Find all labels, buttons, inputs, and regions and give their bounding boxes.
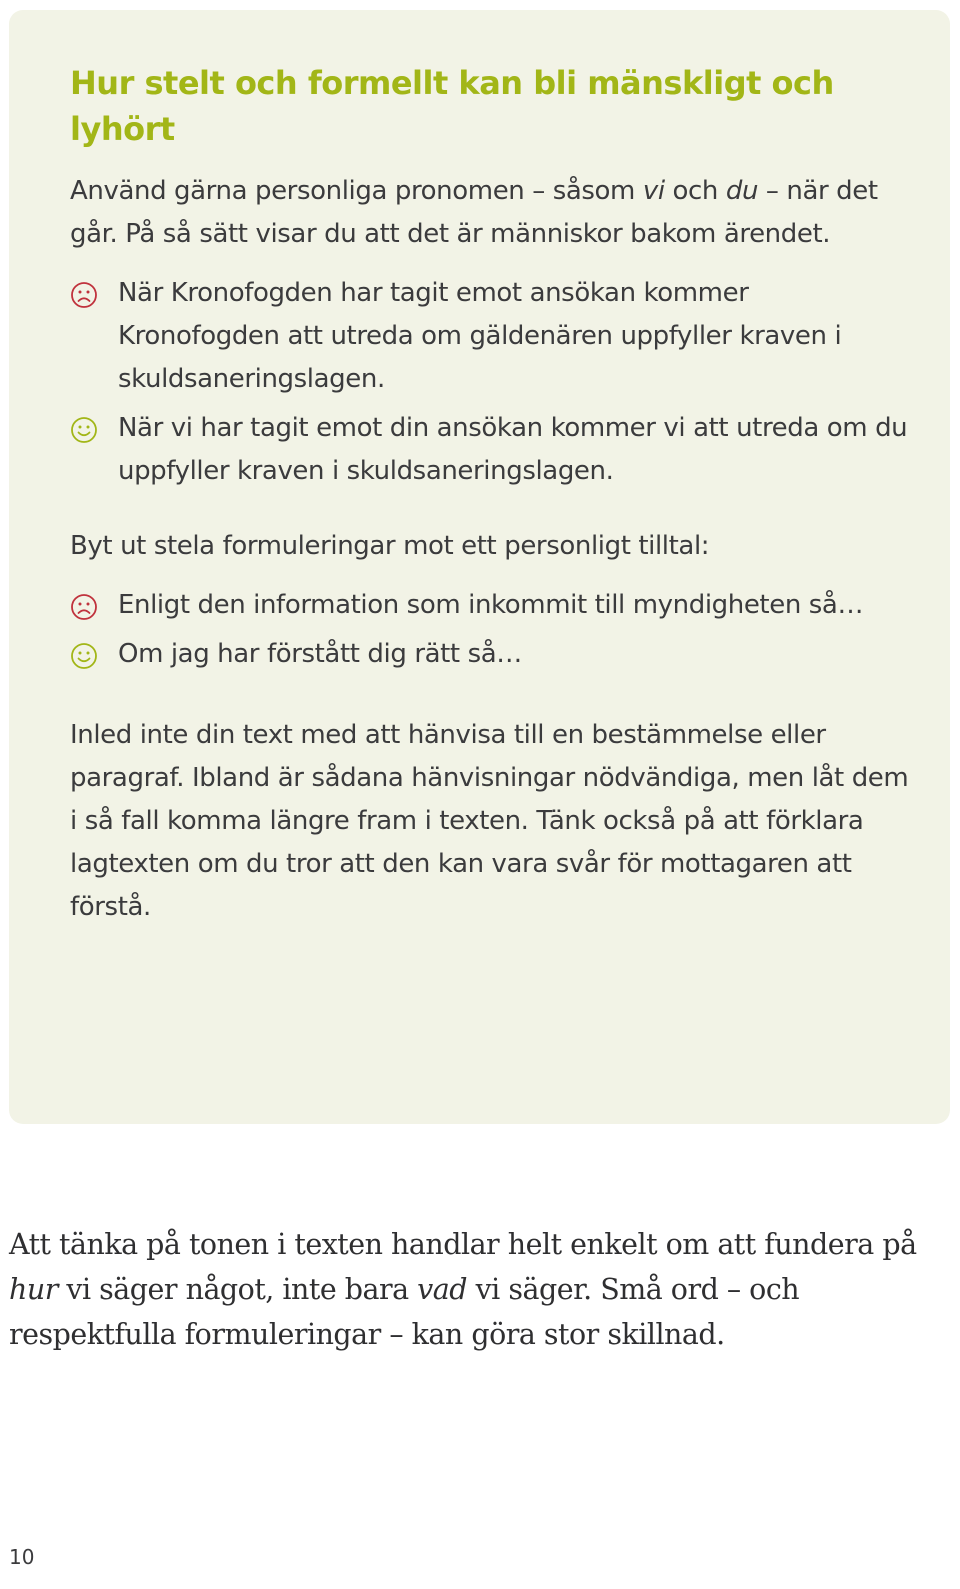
intro-text-1: Använd gärna personliga pronomen – såsom <box>70 176 643 206</box>
example-list-pronomen <box>70 272 910 493</box>
example-list-tilltal <box>70 584 910 676</box>
example-item-good <box>70 633 910 676</box>
example-text-good: Om jag har förstått dig rätt så… <box>118 639 522 669</box>
intro-emphasis-vi: vi <box>642 176 665 206</box>
info-box-content <box>70 60 910 929</box>
box-heading: Hur stelt och formellt kan bli mänskligt och lyhört <box>70 64 834 148</box>
happy-face-icon <box>70 642 98 670</box>
info-box <box>9 10 950 1124</box>
example-item-bad <box>70 584 910 627</box>
closing-text-3: vi säger. Små ord – och respektfulla formuleringar – kan göra stor skillnad. <box>9 1273 800 1351</box>
closing-paragraph <box>9 1222 954 1357</box>
tilltal-intro: Byt ut stela formuleringar mot ett personligt tilltal: <box>70 531 710 561</box>
page-number: 10 <box>9 1545 35 1569</box>
paragraf-paragraph: Inled inte din text med att hänvisa till en bestämmelse eller paragraf. Ibland är sådana hänvisningar nödvändiga, men låt dem i så fall komma längre fram i texten. Tänk också på att förklara lagtexten om du tror att den kan vara svår för mottagaren att förstå. <box>70 720 909 922</box>
happy-face-icon <box>70 416 98 444</box>
example-text-bad: När Kronofogden har tagit emot ansökan kommer Kronofogden att utreda om gäldenären uppfyller kraven i skuldsaneringslagen. <box>118 278 842 394</box>
sad-face-icon <box>70 281 98 309</box>
closing-emphasis-hur: hur <box>9 1273 58 1306</box>
sad-face-icon <box>70 593 98 621</box>
example-item-bad <box>70 272 910 401</box>
intro-paragraph <box>70 170 910 256</box>
example-text-good: När vi har tagit emot din ansökan kommer vi att utreda om du uppfyller kraven i skuldsaneringslagen. <box>118 413 908 486</box>
example-text-bad: Enligt den information som inkommit till myndigheten så… <box>118 590 864 620</box>
closing-text-2: vi säger något, inte bara <box>57 1273 418 1306</box>
closing-text-1: Att tänka på tonen i texten handlar helt enkelt om att fundera på <box>9 1228 917 1261</box>
intro-text-3: – när det går. På så sätt visar du att det är människor bakom ärendet. <box>70 176 878 249</box>
intro-text-2: och <box>664 176 726 206</box>
example-item-good <box>70 407 910 493</box>
closing-emphasis-vad: vad <box>417 1273 468 1306</box>
intro-emphasis-du: du <box>725 176 759 206</box>
